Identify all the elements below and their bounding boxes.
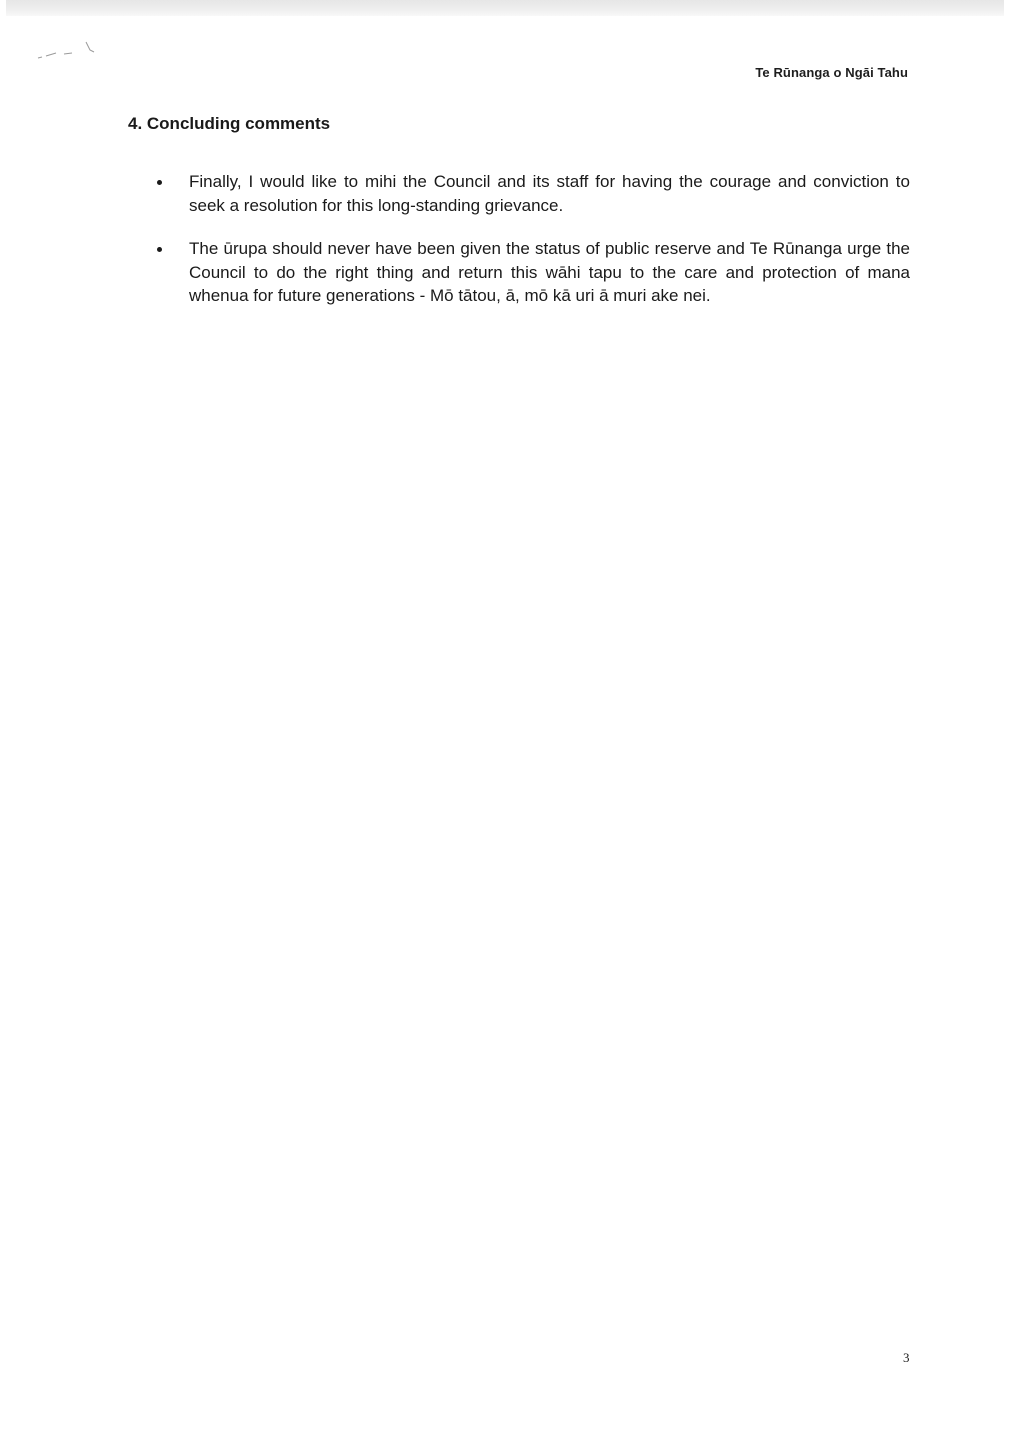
bullet-list	[152, 170, 910, 328]
bullet-text: The ūrupa should never have been given the status of public reserve and Te Rūnanga urge the Council to do the right thing and return this wāhi tapu to the care and protection of mana whenua for future generations - Mō tātou, ā, mō kā uri ā muri ake nei.	[189, 239, 910, 305]
running-header: Te Rūnanga o Ngāi Tahu	[755, 65, 908, 80]
bullet-icon	[157, 180, 162, 185]
scan-artifact-mark	[34, 38, 106, 64]
list-item	[152, 237, 910, 308]
list-item	[152, 170, 910, 217]
page-number: 3	[903, 1350, 910, 1365]
bullet-text: Finally, I would like to mihi the Council and its staff for having the courage and conviction to seek a resolution for this long-standing grievance.	[189, 172, 910, 215]
bullet-icon	[157, 247, 162, 252]
section-heading: 4. Concluding comments	[128, 114, 331, 133]
scan-top-edge	[6, 0, 1004, 16]
